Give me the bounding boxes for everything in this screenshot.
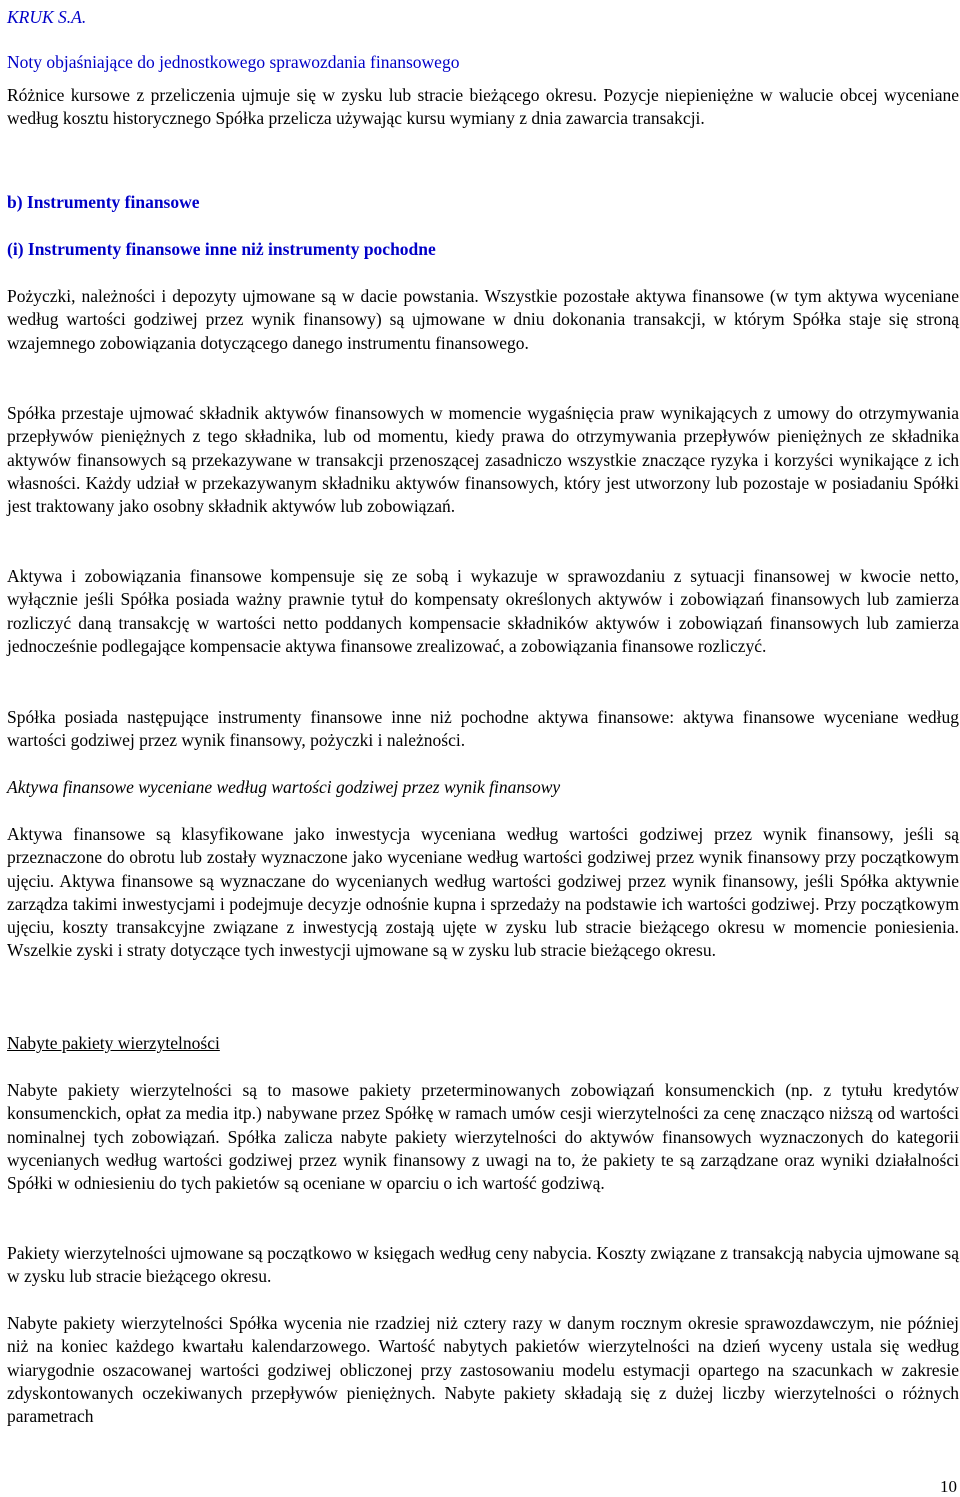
paragraph-initial-measurement: Pakiety wierzytelności ujmowane są początkowo w księgach według ceny nabycia. Koszty związane z transakcją nabycia ujmowane są w zysku lub stracie bieżącego okresu. (7, 1243, 959, 1287)
subsection-heading-non-derivative: (i) Instrumenty finansowe inne niż instrumenty pochodne (7, 239, 436, 259)
heading-debt-portfolios: Nabyte pakiety wierzytelności (7, 1033, 220, 1053)
document-subtitle: Noty objaśniające do jednostkowego sprawozdania finansowego (7, 52, 460, 72)
paragraph-fvtpl-classification: Aktywa finansowe są klasyfikowane jako inwestycja wyceniana według wartości godziwej przez wynik finansowy, jeśli są przeznaczone do obrotu lub zostały wyznaczone jako wyceniane według wartości godziwej przez wynik finansowy przy początkowym ujęciu. Aktywa finansowe są wyznaczane do wycenianych według wartości godziwej przez wynik finansowy, jeśli Spółka aktywnie zarządza takimi inwestycjami i podejmuje decyzje odnośnie kupna i sprzedaży na podstawie ich wartości godziwej. Przy początkowym ujęciu, koszty transakcyjne związane z inwestycją zostają ujęte w zysku lub stracie bieżącego okresu w momencie poniesienia. Wszelkie zyski i straty dotyczące tych inwestycji ujmowane są w zysku lub stracie bieżącego okresu. (7, 824, 959, 961)
heading-fvtpl-assets: Aktywa finansowe wyceniane według wartości godziwej przez wynik finansowy (7, 777, 561, 797)
paragraph-debt-portfolios: Nabyte pakiety wierzytelności są to masowe pakiety przeterminowanych zobowiązań konsumenckich (np. z tytułu kredytów konsumenckich, opłat za media itp.) nabywane przez Spółkę w ramach umów cesji wierzytelności za cenę znacząco niższą od wartości nominalnej tych zobowiązań. Spółka zalicza nabyte pakiety wierzytelności do aktywów finansowych wyznaczonych do kategorii wycenianych według wartości godziwej przez wynik finansowy z uwagi na to, że pakiety te są zarządzane oraz wyniki działalności Spółki w odniesieniu do tych pakietów są oceniane w oparciu o ich wartość godziwą. (7, 1080, 959, 1194)
page-number: 10 (940, 1477, 957, 1496)
paragraph-derecognition: Spółka przestaje ujmować składnik aktywów finansowych w momencie wygaśnięcia praw wynikających z umowy do otrzymywania przepływów pieniężnych z tego składnika, lub od momentu, kiedy prawa do otrzymywania przepływów pieniężnych ze składnika aktywów finansowych są przekazywane w transakcji przenoszącej zasadniczo wszystkie znaczące ryzyka i korzyści wynikające z ich własności. Każdy udział w przekazywanym składniku aktywów finansowych, który jest utworzony lub pozostaje w posiadaniu Spółki jest traktowany jako osobny składnik aktywów lub zobowiązań. (7, 403, 959, 517)
company-name: KRUK S.A. (7, 7, 87, 27)
paragraph-exchange-differences: Różnice kursowe z przeliczenia ujmuje się w zysku lub stracie bieżącego okresu. Pozycje niepieniężne w walucie obcej wyceniane według kosztu historycznego Spółka przelicza używając kursu wymiany z dnia zawarcia transakcji. (7, 85, 959, 129)
paragraph-offsetting: Aktywa i zobowiązania finansowe kompensuje się ze sobą i wykazuje w sprawozdaniu z sytuacji finansowej w kwocie netto, wyłącznie jeśli Spółka posiada ważny prawnie tytuł do kompensaty określonych aktywów i zobowiązań finansowych lub zamierza rozliczyć daną transakcję w wartości netto poddanych kompensacie składników aktywów i zobowiązań finansowych lub zamierza jednocześnie podlegające kompensacie aktywa finansowe zrealizować, a zobowiązania finansowe rozliczyć. (7, 566, 959, 656)
paragraph-valuation: Nabyte pakiety wierzytelności Spółka wycenia nie rzadziej niż cztery razy w danym rocznym okresie sprawozdawczym, nie później niż na koniec każdego kwartału kalendarzowego. Wartość nabytych pakietów wierzytelności na dzień wyceny ustala się według wiarygodnie oszacowanej wartości godziwej obliczonej przy zastosowaniu modelu estymacji opartego na szacunkach w zakresie zdyskontowanych oczekiwanych przepływów pieniężnych. Nabyte pakiety składają się z dużej liczby wierzytelności o różnych parametrach (7, 1313, 959, 1427)
paragraph-instruments-held: Spółka posiada następujące instrumenty finansowe inne niż pochodne aktywa finansowe: aktywa finansowe wyceniane według wartości godziwej przez wynik finansowy, pożyczki i należności. (7, 707, 959, 751)
paragraph-recognition: Pożyczki, należności i depozyty ujmowane są w dacie powstania. Wszystkie pozostałe aktywa finansowe (w tym aktywa wyceniane według wartości godziwej przez wynik finansowy) są ujmowane w dniu dokonania transakcji, w którym Spółka staje się stroną wzajemnego zobowiązania dotyczącego danego instrumentu finansowego. (7, 286, 959, 353)
section-heading-financial-instruments: b) Instrumenty finansowe (7, 192, 200, 212)
